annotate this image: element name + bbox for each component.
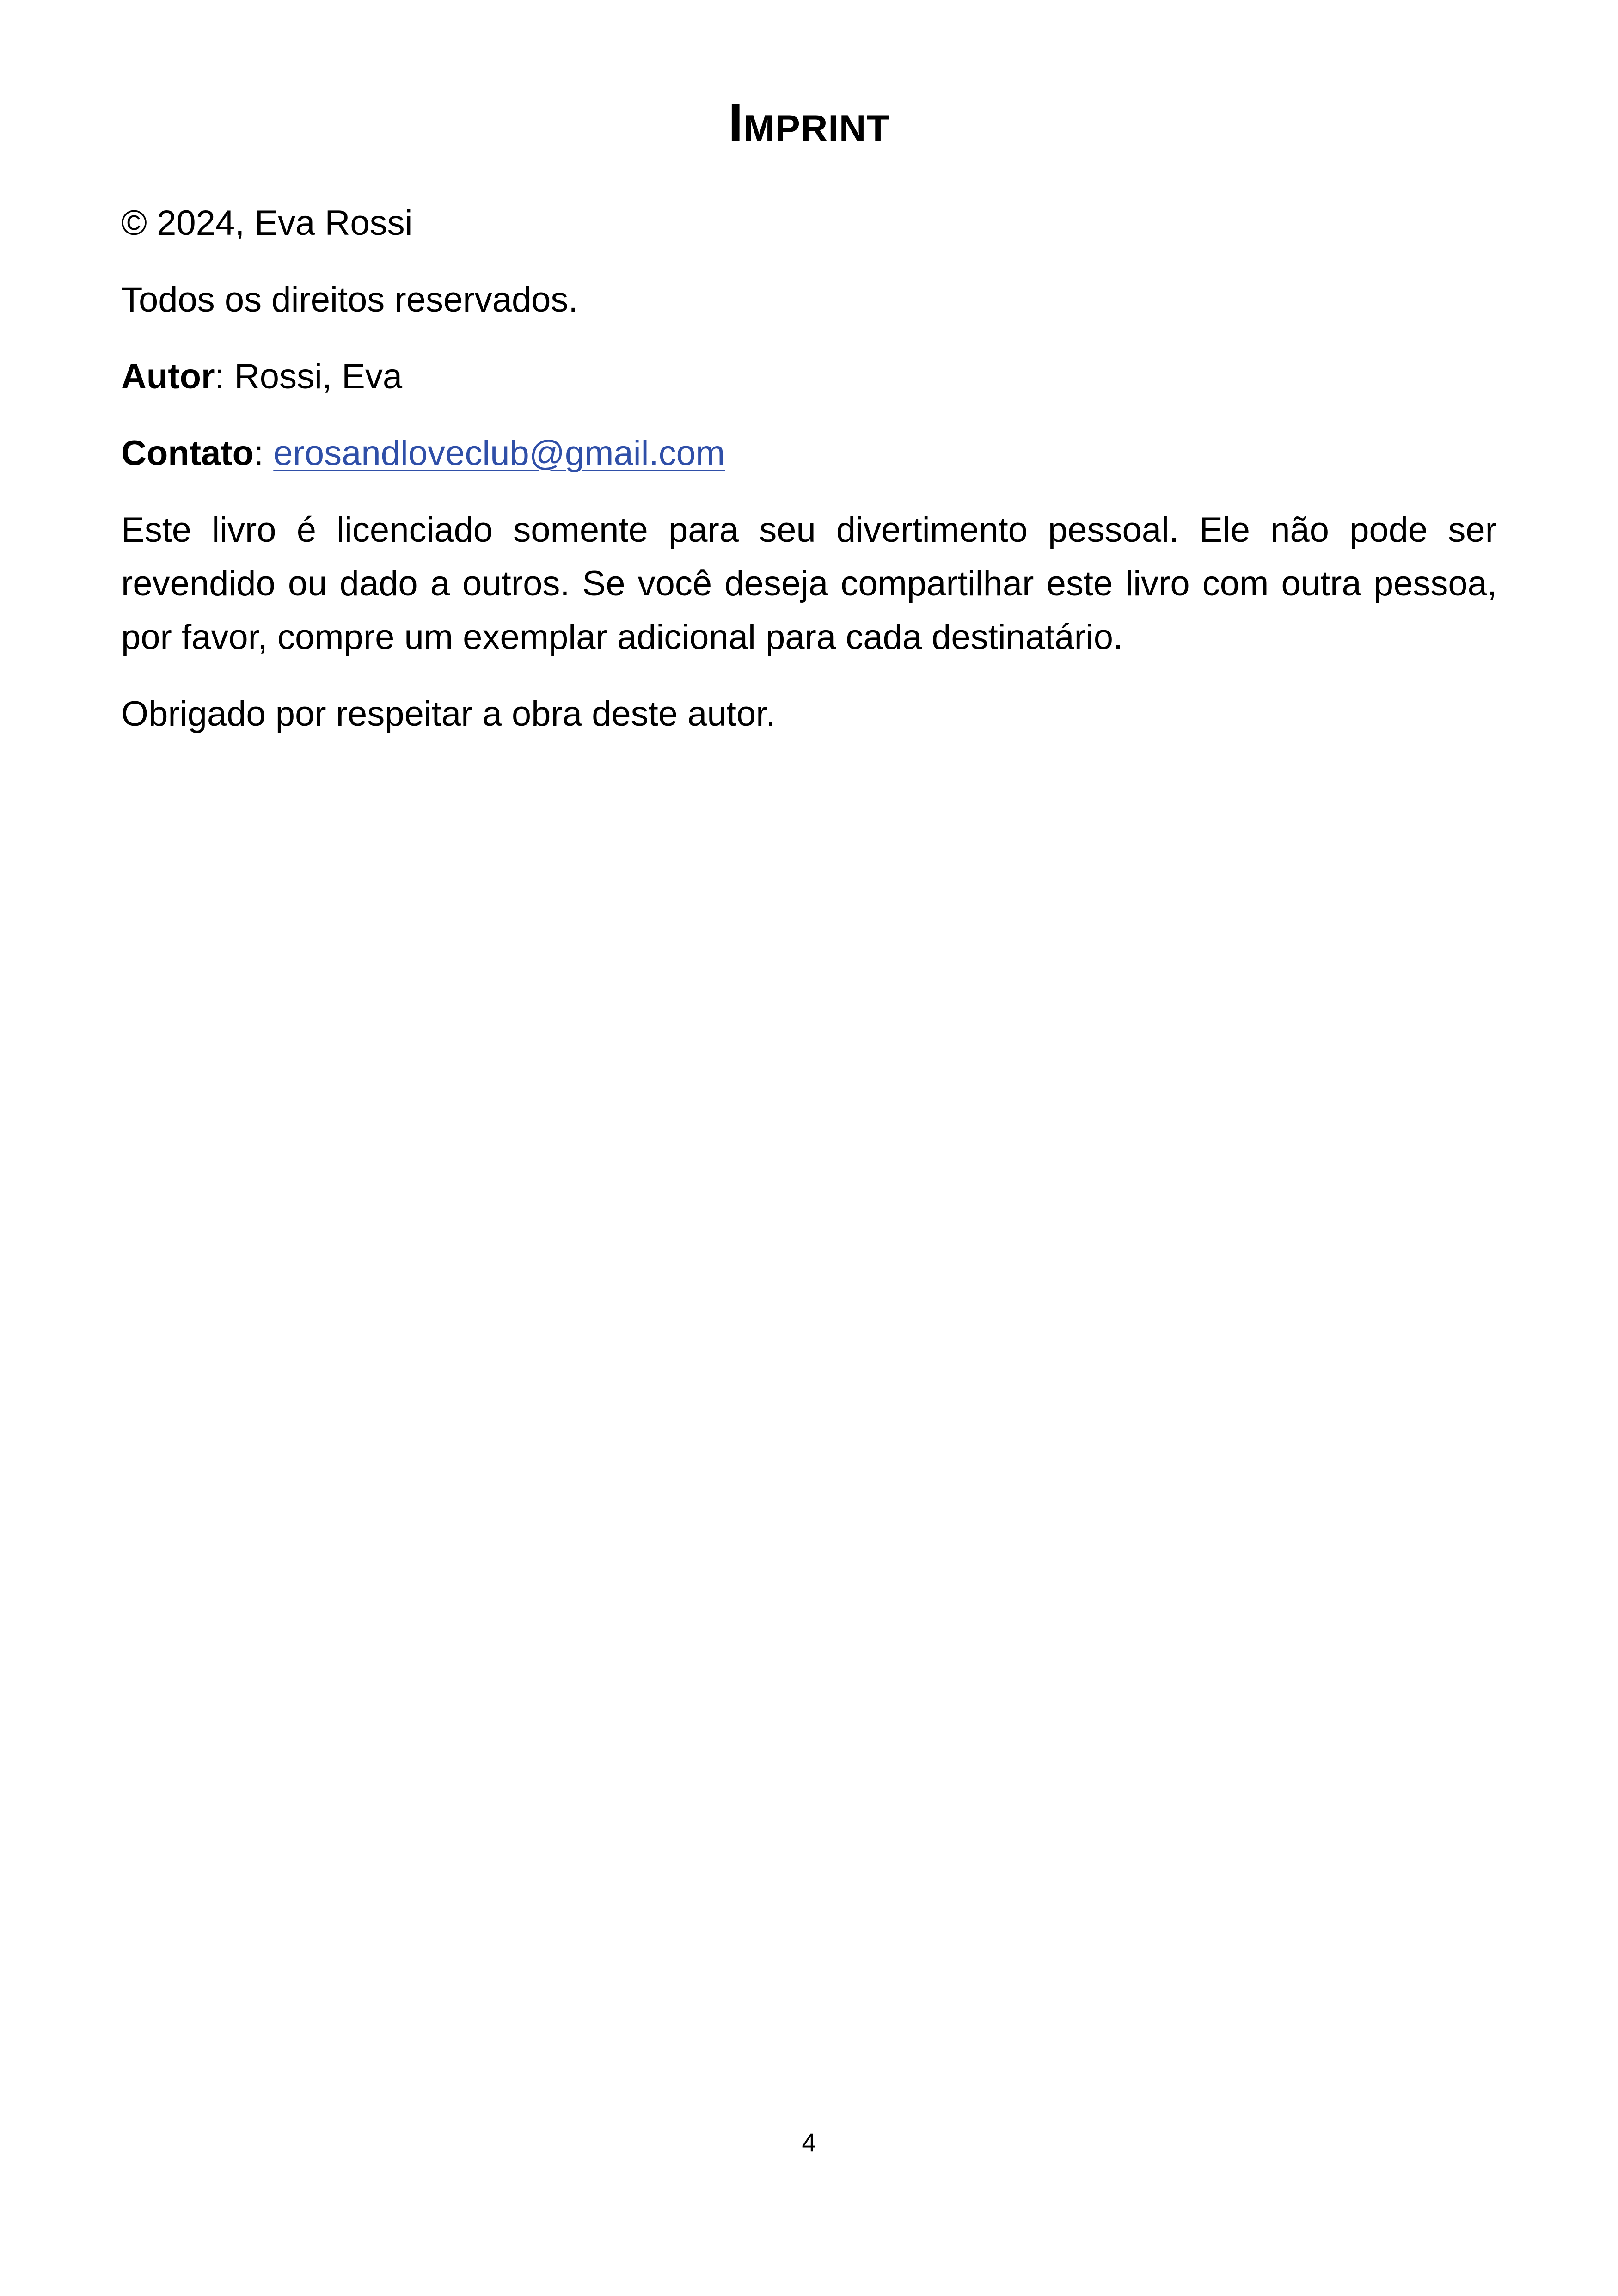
imprint-content	[121, 196, 1497, 764]
page-title: Imprint	[728, 92, 890, 153]
contact-label: Contato	[121, 434, 254, 473]
author-value: : Rossi, Eva	[215, 357, 403, 396]
copyright-line: © 2024, Eva Rossi	[121, 203, 413, 243]
thanks-line: Obrigado por respeitar a obra deste autor.	[121, 694, 776, 734]
contact-separator: :	[254, 434, 274, 473]
page-number: 4	[802, 2128, 816, 2157]
author-line	[121, 350, 1497, 404]
license-paragraph: Este livro é licenciado somente para seu divertimento pessoal. Ele não pode ser revendido ou dado a outros. Se você deseja compartilhar este livro com outra pessoa, por favor, compre um exemplar adicional para cada destinatário.	[121, 510, 1497, 657]
rights-line: Todos os direitos reservados.	[121, 280, 578, 319]
author-label: Autor	[121, 357, 215, 396]
contact-email-link[interactable]: erosandloveclub@gmail.com	[273, 434, 725, 473]
contact-line	[121, 427, 1497, 480]
